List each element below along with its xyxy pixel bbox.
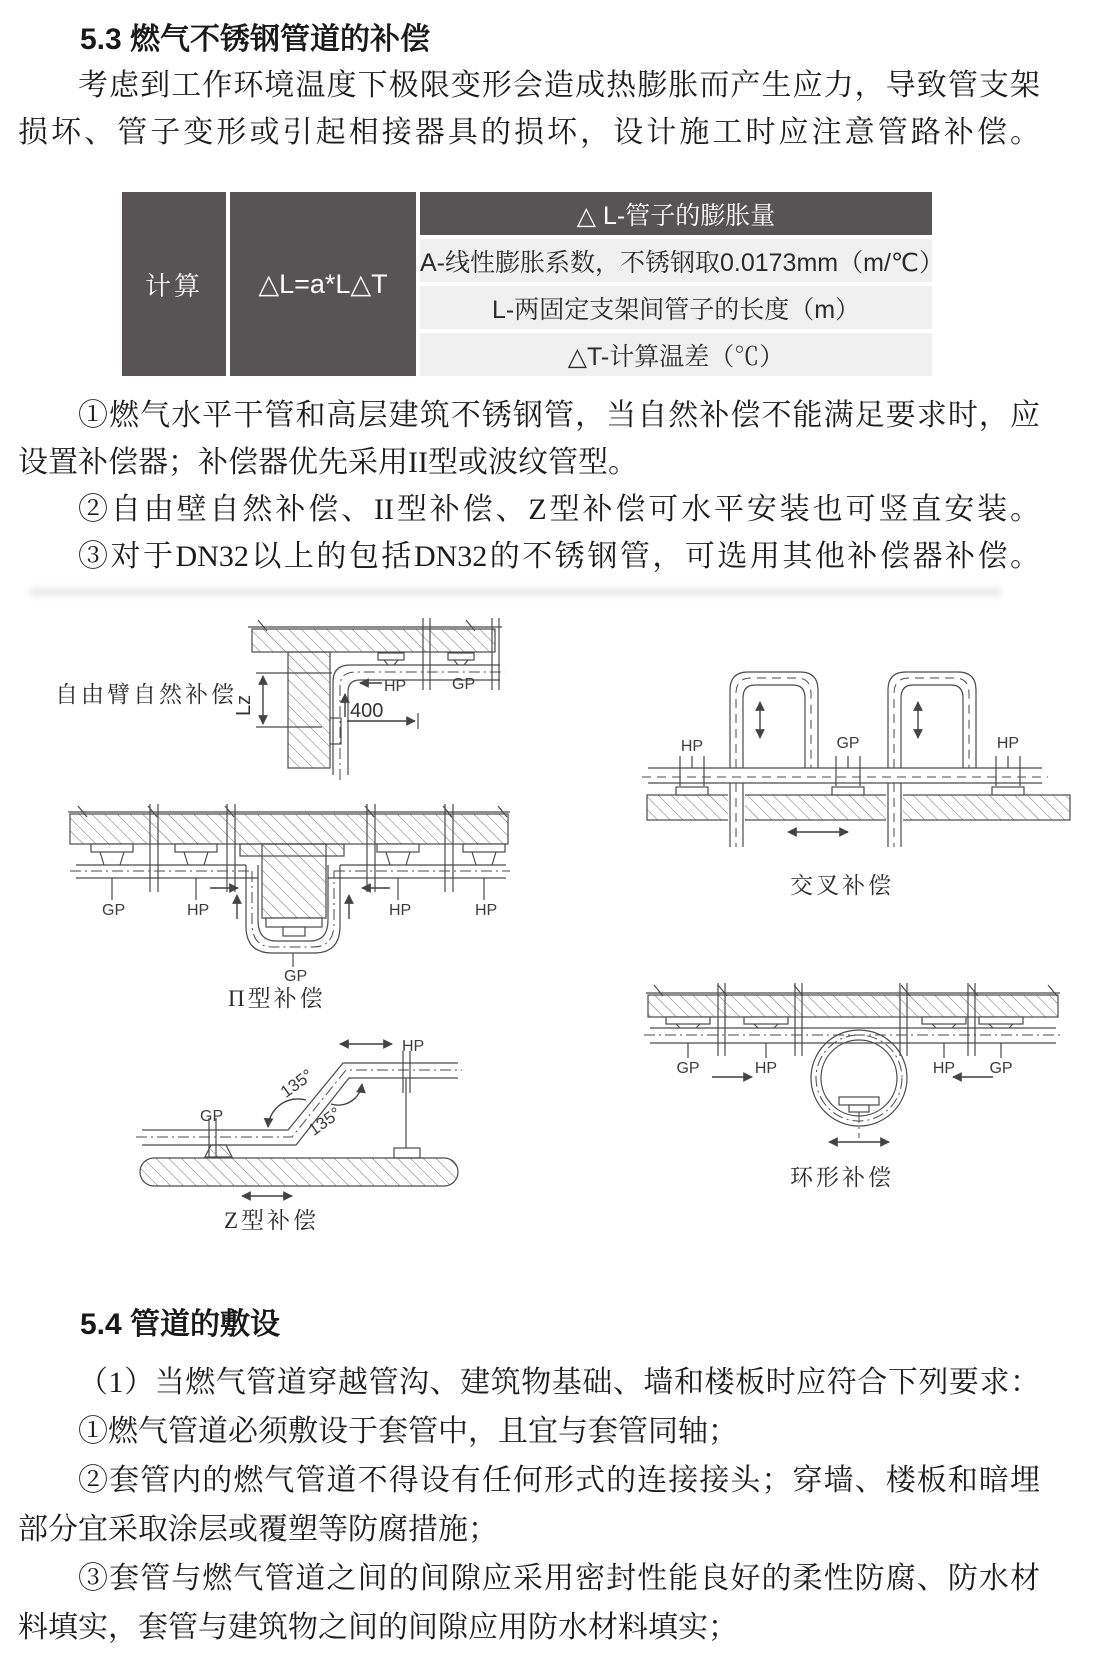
section-53-heading: 5.3 燃气不锈钢管道的补偿 xyxy=(80,23,431,56)
cross-caption: 交叉补偿 xyxy=(790,873,894,898)
table-cell-formula: △L=a*L△T xyxy=(230,192,416,376)
table-row-coefficient: A-线性膨胀系数，不锈钢取0.0173mm（m/℃） xyxy=(420,239,932,282)
pi-type-caption: Π型补偿 xyxy=(228,986,326,1011)
gp-label: GP xyxy=(452,676,476,693)
note3-line: ③对于DN32以上的包括DN32的不锈钢管，可选用其他补偿器补偿。 xyxy=(78,540,1040,573)
gp-label: GP xyxy=(102,902,126,919)
gp-label: GP xyxy=(284,968,308,985)
hp-label: HP xyxy=(402,1038,425,1055)
gp-label: GP xyxy=(676,1060,700,1077)
hp-label: HP xyxy=(389,902,412,919)
lz-dim-label: Lz xyxy=(233,694,255,716)
hp-label: HP xyxy=(996,735,1020,752)
ring-compensation-diagram xyxy=(644,983,1060,1190)
table-row-length: L-两固定支架间管子的长度（m） xyxy=(420,286,932,329)
gp-label: GP xyxy=(836,735,860,752)
gp-label: GP xyxy=(200,1108,224,1125)
calculation-table xyxy=(122,192,944,376)
item-circle3-line-2: 料填实，套管与建筑物之间的间隙应用防水材料填实； xyxy=(18,1611,738,1644)
hp-label: HP xyxy=(187,902,210,919)
dim-400-label: 400 xyxy=(350,700,384,722)
table-header-expansion: △ L-管子的膨胀量 xyxy=(420,192,932,235)
note1-line-2: 设置补偿器；补偿器优先采用II型或波纹管型。 xyxy=(18,446,638,479)
table-cell-calc-label: 计算 xyxy=(122,192,226,376)
hp-label: HP xyxy=(754,1060,778,1077)
section-53-intro xyxy=(18,62,1040,156)
item-circle1-line: ①燃气管道必须敷设于套管中，且宜与套管同轴； xyxy=(78,1415,738,1448)
table-row-temperature: △T-计算温差（℃） xyxy=(420,333,932,376)
hp-label: HP xyxy=(475,902,498,919)
pi-type-diagram xyxy=(68,804,510,1011)
z-type-caption: Z型补偿 xyxy=(224,1208,320,1233)
compensation-diagrams-figure xyxy=(0,570,1100,1250)
section-54-heading: 5.4 管道的敷设 xyxy=(80,1308,281,1341)
item-circle3-line-1: ③套管与燃气管道之间的间隙应采用密封性能良好的柔性防腐、防水材 xyxy=(78,1562,1040,1595)
hp-label: HP xyxy=(932,1060,956,1077)
ring-caption: 环形补偿 xyxy=(790,1165,894,1190)
note2-line: ②自由壁自然补偿、II型补偿、Z型补偿可水平安装也可竖直安装。 xyxy=(78,493,1040,526)
item-circle2-line-2: 部分宜采取涂层或覆塑等防腐措施； xyxy=(18,1513,498,1546)
hp-label: HP xyxy=(680,738,704,755)
intro-line-2: 损坏、管子变形或引起相接器具的损坏，设计施工时应注意管路补偿。 xyxy=(18,116,1040,149)
section-54 xyxy=(18,1306,1040,1652)
angle-135-label: 135° xyxy=(304,1103,345,1140)
cross-compensation-diagram xyxy=(642,672,1070,898)
angle-135-label: 135° xyxy=(276,1065,317,1102)
gp-label: GP xyxy=(989,1060,1013,1077)
section-53-notes xyxy=(18,392,1040,580)
z-type-diagram xyxy=(136,1038,462,1233)
hp-label: HP xyxy=(384,678,407,695)
item-1-line: （1）当燃气管道穿越管沟、建筑物基础、墙和楼板时应符合下列要求： xyxy=(78,1366,1040,1399)
free-arm-diagram xyxy=(55,618,505,780)
note1-line-1: ①燃气水平干管和高层建筑不锈钢管，当自然补偿不能满足要求时，应 xyxy=(78,399,1040,432)
intro-line-1: 考虑到工作环境温度下极限变形会造成热膨胀而产生应力，导致管支架 xyxy=(78,69,1040,102)
item-circle2-line-1: ②套管内的燃气管道不得设有任何形式的连接接头；穿墙、楼板和暗埋 xyxy=(78,1464,1040,1497)
free-arm-caption: 自由臂自然补偿 xyxy=(55,682,237,707)
